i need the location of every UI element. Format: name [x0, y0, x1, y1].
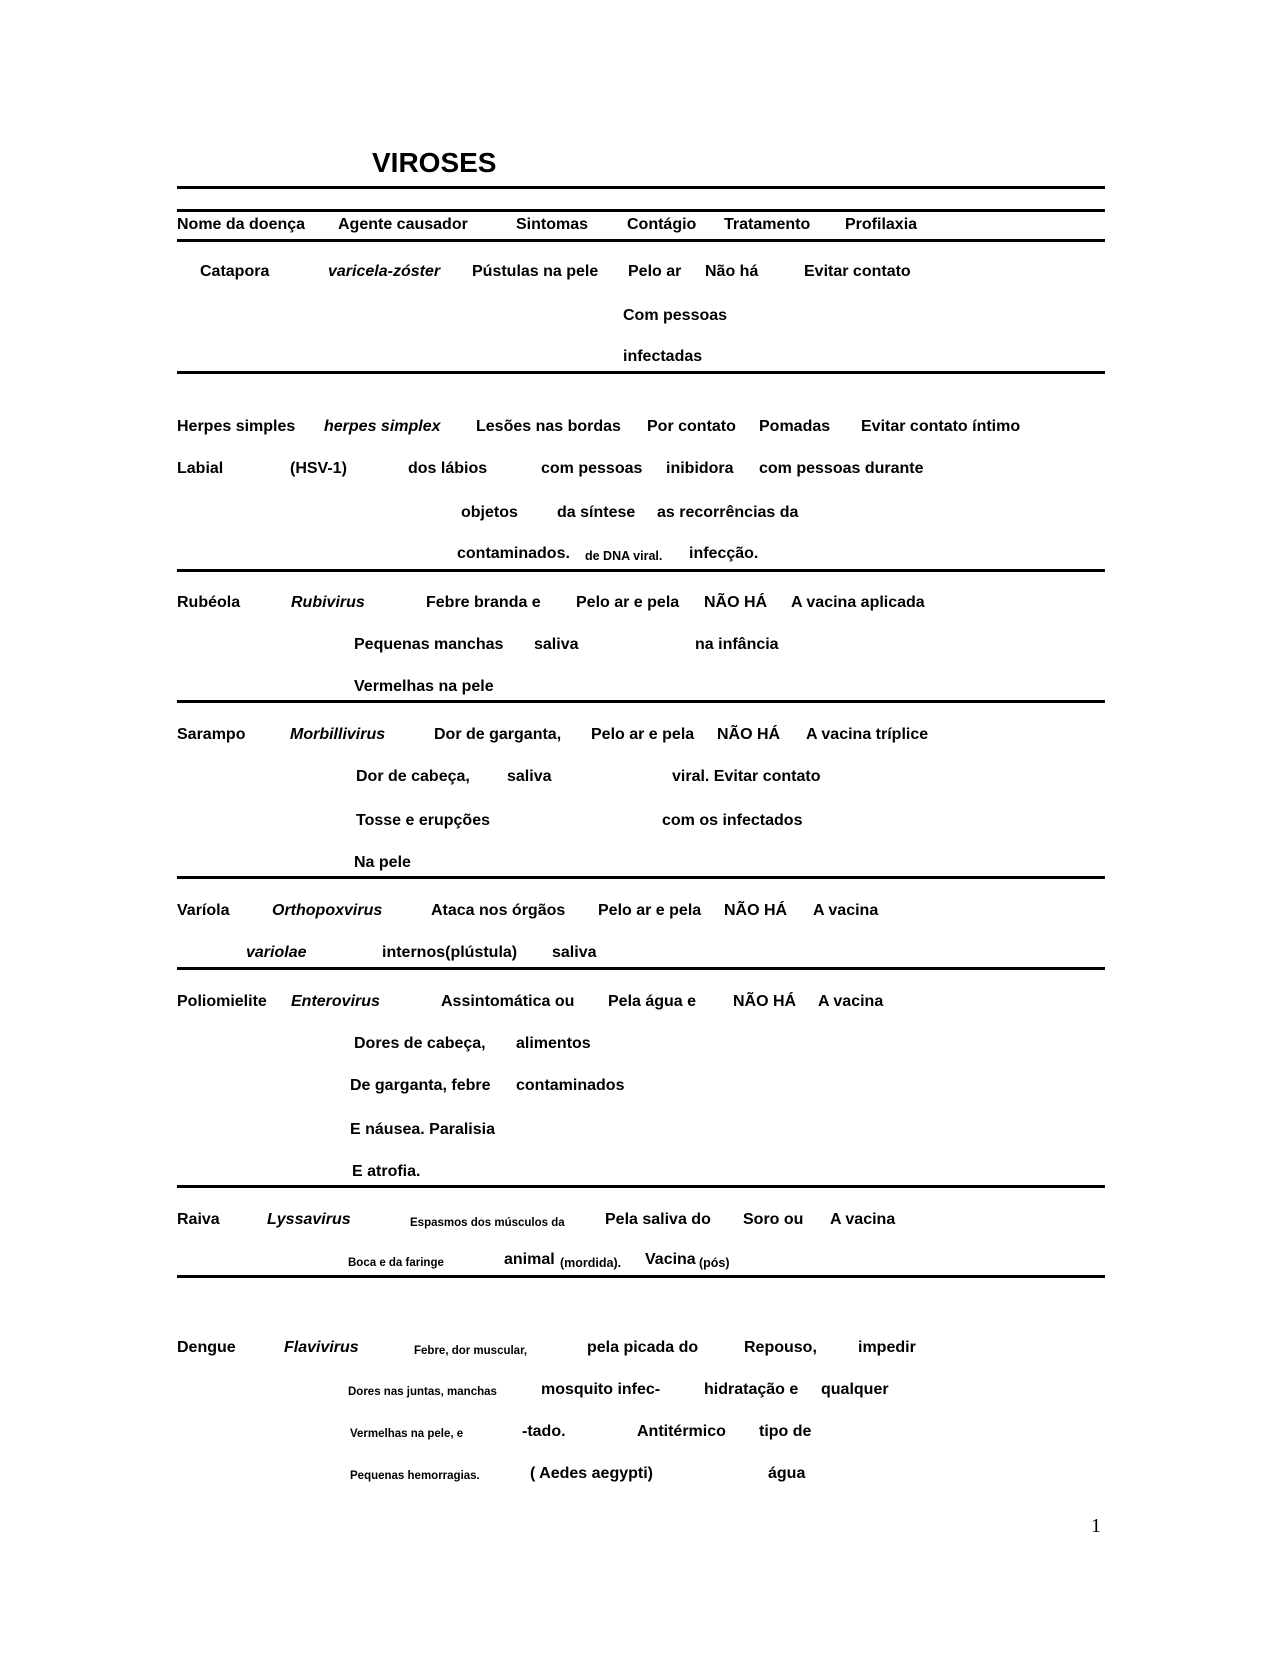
cell-text: inibidora: [666, 460, 734, 477]
cell-text: hidratação e: [704, 1381, 799, 1398]
cell-text: -tado.: [522, 1423, 566, 1440]
cell-text: Flavivirus: [284, 1339, 359, 1356]
cell-text: saliva: [507, 768, 552, 785]
cell-text: ( Aedes aegypti): [530, 1465, 653, 1482]
cell-text: Pela saliva do: [605, 1211, 711, 1228]
cell-text: com pessoas: [541, 460, 643, 477]
cell-text: Lesões nas bordas: [476, 418, 621, 435]
cell-text: NÃO HÁ: [724, 902, 788, 919]
cell-text: Dores de cabeça,: [354, 1035, 486, 1052]
cell-text: com pessoas durante: [759, 460, 924, 477]
cell-text: Repouso,: [744, 1339, 817, 1356]
cell-text: variolae: [246, 944, 307, 961]
row-rule: [177, 1185, 1105, 1188]
cell-text: Vacina: [645, 1251, 696, 1268]
cell-text: Vermelhas na pele: [354, 678, 494, 695]
col-header-disease: Nome da doença: [177, 216, 306, 233]
cell-text: varicela-zóster: [328, 263, 441, 280]
col-header-agent: Agente causador: [338, 216, 468, 233]
cell-text: contaminados: [516, 1077, 625, 1094]
cell-text: na infância: [695, 636, 779, 653]
row-rule: [177, 967, 1105, 970]
cell-text: as recorrências da: [657, 504, 799, 521]
cell-text: Não há: [705, 263, 759, 280]
cell-text: A vacina tríplice: [806, 726, 929, 743]
cell-text: Morbillivirus: [290, 726, 386, 743]
cell-text: De garganta, febre: [350, 1077, 491, 1094]
cell-text: água: [768, 1465, 806, 1482]
page-number: 1: [1091, 1515, 1101, 1537]
cell-text: E náusea. Paralisia: [350, 1121, 495, 1138]
row-rule: [177, 569, 1105, 572]
cell-text: Vermelhas na pele, e: [350, 1428, 464, 1440]
cell-text: A vacina: [813, 902, 879, 919]
cell-text: contaminados.: [457, 545, 570, 562]
cell-text: NÃO HÁ: [704, 594, 768, 611]
row-rule: [177, 371, 1105, 374]
cell-text: Pelo ar e pela: [576, 594, 680, 611]
cell-text: Pelo ar: [628, 263, 682, 280]
cell-text: pela picada do: [587, 1339, 699, 1356]
cell-text: Poliomielite: [177, 993, 267, 1010]
header-top-rule: [177, 209, 1105, 212]
row-rule: [177, 1275, 1105, 1278]
cell-text: Pelo ar e pela: [591, 726, 695, 743]
cell-text: A vacina: [818, 993, 884, 1010]
cell-text: infectadas: [623, 348, 703, 365]
cell-text: Sarampo: [177, 726, 246, 743]
cell-text: objetos: [461, 504, 518, 521]
cell-text: Evitar contato: [804, 263, 911, 280]
cell-text: infecção.: [689, 545, 759, 562]
cell-text: animal: [504, 1251, 555, 1268]
cell-text: E atrofia.: [352, 1163, 421, 1180]
cell-text: Espasmos dos músculos da: [410, 1217, 565, 1229]
cell-text: NÃO HÁ: [733, 993, 797, 1010]
cell-text: Por contato: [647, 418, 736, 435]
row-rule: [177, 700, 1105, 703]
cell-text: Pequenas hemorragias.: [350, 1470, 480, 1482]
cell-text: Rubéola: [177, 594, 241, 611]
cell-text: Tosse e erupções: [356, 812, 490, 829]
cell-text: mosquito infec-: [541, 1381, 661, 1398]
cell-text: Orthopoxvirus: [272, 902, 383, 919]
cell-text: Com pessoas: [623, 307, 728, 324]
col-header-treatment: Tratamento: [724, 216, 811, 233]
title-rule: [177, 186, 1105, 189]
cell-text: Na pele: [354, 854, 411, 871]
cell-text: NÃO HÁ: [717, 726, 781, 743]
cell-text: Raiva: [177, 1211, 220, 1228]
cell-text: Ataca nos órgãos: [431, 902, 566, 919]
cell-text: Enterovirus: [291, 993, 380, 1010]
cell-text: Antitérmico: [637, 1423, 726, 1440]
cell-text: de DNA viral.: [585, 549, 663, 563]
cell-text: com os infectados: [662, 812, 803, 829]
cell-text: Dores nas juntas, manchas: [348, 1386, 497, 1398]
cell-text: dos lábios: [408, 460, 488, 477]
cell-text: Soro ou: [743, 1211, 804, 1228]
cell-text: alimentos: [516, 1035, 591, 1052]
cell-text: Catapora: [200, 263, 270, 280]
col-header-prophylaxis: Profilaxia: [845, 216, 918, 233]
cell-text: Assintomática ou: [441, 993, 575, 1010]
cell-text: saliva: [534, 636, 579, 653]
cell-text: A vacina: [830, 1211, 896, 1228]
cell-text: internos(plústula): [382, 944, 518, 961]
cell-text: Pelo ar e pela: [598, 902, 702, 919]
cell-text: viral. Evitar contato: [672, 768, 821, 785]
cell-text: (HSV-1): [290, 460, 347, 477]
cell-text: Dor de garganta,: [434, 726, 562, 743]
col-header-symptoms: Sintomas: [516, 216, 589, 233]
cell-text: Febre branda e: [426, 594, 541, 611]
row-rule: [177, 876, 1105, 879]
cell-text: Dengue: [177, 1339, 236, 1356]
cell-text: da síntese: [557, 504, 636, 521]
cell-text: Pústulas na pele: [472, 263, 599, 280]
cell-text: Pela água e: [608, 993, 697, 1010]
cell-text: Febre, dor muscular,: [414, 1345, 528, 1357]
page-title: VIROSES: [372, 147, 497, 178]
cell-text: Evitar contato íntimo: [861, 418, 1021, 435]
cell-text: Dor de cabeça,: [356, 768, 470, 785]
cell-text: tipo de: [759, 1423, 812, 1440]
cell-text: Varíola: [177, 902, 230, 919]
cell-text: Pequenas manchas: [354, 636, 504, 653]
cell-text: impedir: [858, 1339, 916, 1356]
cell-text: (pós): [699, 1256, 730, 1270]
cell-text: A vacina aplicada: [791, 594, 925, 611]
cell-text: herpes simplex: [324, 418, 441, 435]
cell-text: Labial: [177, 460, 224, 477]
header-bottom-rule: [177, 239, 1105, 242]
cell-text: (mordida).: [560, 1256, 622, 1270]
cell-text: saliva: [552, 944, 597, 961]
cell-text: Pomadas: [759, 418, 831, 435]
cell-text: qualquer: [821, 1381, 889, 1398]
cell-text: Herpes simples: [177, 418, 296, 435]
cell-text: Rubivirus: [291, 594, 365, 611]
cell-text: Boca e da faringe: [348, 1257, 444, 1269]
col-header-contagion: Contágio: [627, 216, 697, 233]
cell-text: Lyssavirus: [267, 1211, 351, 1228]
